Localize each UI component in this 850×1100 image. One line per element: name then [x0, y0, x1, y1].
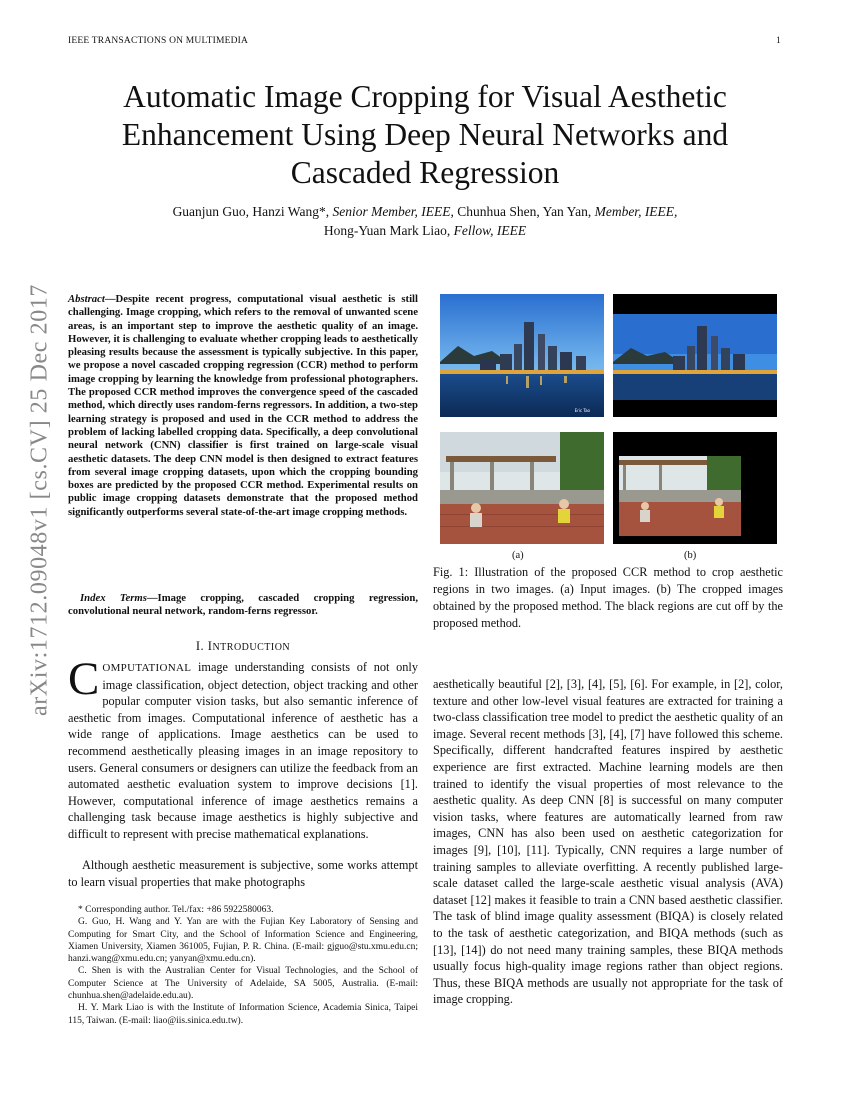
svg-text:Eric Tao: Eric Tao — [574, 408, 590, 413]
photo-park-input — [440, 432, 604, 544]
drop-cap: C — [68, 653, 100, 705]
index-terms: Index Terms—Image cropping, cascaded cropping regression, convolutional neural network, random-ferns regressor. — [68, 592, 418, 618]
subfigure-label-b: (b) — [684, 550, 697, 561]
photo-park-cropped — [613, 432, 777, 544]
footnote-affiliation-1: G. Guo, H. Wang and Y. Yan are with the Fujian Key Laboratory of Sensing and Computing for Smart City, and the School of Information Science and Engineering, Xiamen University, Xiamen 361005, Fujian, P. R. China. (E-mail: gjguo@stu.xmu.edu.cn; hanzi.wang@xmu.edu.cn; yanyan@xmu.edu.cn). — [68, 917, 418, 965]
section-heading: I. INTRODUCTION — [195, 639, 291, 653]
photo-skyline-input — [440, 294, 604, 417]
subfigure-label-a: (a) — [512, 550, 524, 561]
abstract — [68, 293, 418, 519]
abstract-text: —Despite recent progress, computational visual aesthetic is still challenging. Image cropping, which refers to the removal of unwanted scene areas, is an important step to improve the aesthetic quality of an image. However, it is challenging to evaluate whether cropping leads to aesthetically pleasing results because the assessment is typically subjective. In this paper, we propose a novel cascaded cropping regression (CCR) method to perform image cropping by learning the knowledge from professional photographers. The proposed CCR method improves the convergence speed of the cascaded method, which directly uses random-ferns regressors. In addition, a two-step learning strategy is proposed and used in the CCR method to address the problem of lacking labelled cropping data. Specifically, a deep convolutional neural network (CNN) classifier is first trained on large-scale visual aesthetic datasets. The deep CNN model is then designed to extract features from several image cropping datasets, upon which the cropping bounding boxes are predicted by the proposed CCR method. Experimental results on public image cropping datasets demonstrate that the proposed method significantly outperforms several state-of-the-art image cropping methods. — [68, 293, 418, 518]
figure-caption: Fig. 1: Illustration of the proposed CCR method to crop aesthetic regions in two images. (a) Input images. (b) The cropped images obtained by the proposed method. The black regions are cut off by the proposed method. — [433, 565, 783, 630]
paper-title: Automatic Image Cropping for Visual Aesthetic Enhancement Using Deep Neural Networks and Cascaded Regression — [121, 79, 729, 190]
footnote-corresponding: * Corresponding author. Tel./fax: +86 5922580063. — [78, 905, 274, 915]
figure-1 — [440, 294, 778, 564]
arxiv-stamp: arXiv:1712.09048v1 [cs.CV] 25 Dec 2017 — [26, 283, 53, 717]
intro-paragraph-2: Although aesthetic measurement is subjective, some works attempt to learn visual properties that make photographs — [68, 858, 418, 889]
footnote-affiliation-2: C. Shen is with the Australian Center for Visual Technologies, and the School of Computer Science at The University of Adelaide, SA 5005, Australia. (E-mail: chunhua.shen@adelaide.edu.au). — [68, 966, 418, 1002]
photo-skyline-cropped — [613, 294, 777, 417]
intro-paragraph-right: aesthetically beautiful [2], [3], [4], [5], [6]. For example, in [2], color, texture and other low-level visual features are extracted for training a two-class classification tree model to predict the aesthetic quality of an image. Several recent methods [3], [4], [7] have followed this scheme. Specifically, different handcrafted features inspired by aesthetic experience are first extracted. Machine learning models are then trained to identify the visual properties of most relevance to the aesthetic quality. As deep CNN [8] is successful on many computer vision tasks, where features are automatically learned from raw images, CNN has also been used on aesthetic categorization for images [9], [10], [11]. Typically, CNN requires a large number of training samples to alleviate overfitting. A recently published large-scale dataset called the large-scale aesthetic visual analysis (AVA) dataset [12] makes it feasible to train a CNN based aesthetic classifier. The task of blind image quality assessment (BIQA) is closely related to the task of aesthetic categorization, and BIQA methods (such as [13], [14]) do not need many training samples, these BIQA methods usually focus high-quality image regions rather than object regions. Thus, these BIQA methods are usually not appropriate for the task of image cropping. — [433, 677, 783, 1007]
footnote-affiliation-3: H. Y. Mark Liao is with the Institute of Information Science, Academia Sinica, Taipei 115, Taiwan. (E-mail: liao@iis.sinica.edu.tw). — [68, 1003, 418, 1026]
intro-paragraph-1: COMPUTATIONAL image understanding consists of not only image classification, object detection, object tracking and other popular computer vision tasks, but also semantic inference of aesthetic from images. Computational inference of aesthetic has a wide range of applications. Image aesthetics can be used to recommend aesthetically pleasing images in an image repository to users. General consumers or designers can utilize the feedback from an automated aesthetic evaluation system to improve decisions [1]. However, computational inference of image aesthetics remains a challenging task because image aesthetics is highly subjective and difficult to represent with precise mathematical explanations. — [68, 653, 418, 841]
page-number: 1 — [776, 36, 781, 46]
footnotes — [68, 904, 418, 1027]
author-list: Guanjun Guo, Hanzi Wang*, Senior Member, IEEE, Chunhua Shen, Yan Yan, Member, IEEE, Hong-Yuan Mark Liao, Fellow, IEEE — [172, 204, 678, 238]
running-header: IEEE TRANSACTIONS ON MULTIMEDIA — [68, 36, 249, 46]
abstract-label: Abstract — [68, 293, 105, 305]
